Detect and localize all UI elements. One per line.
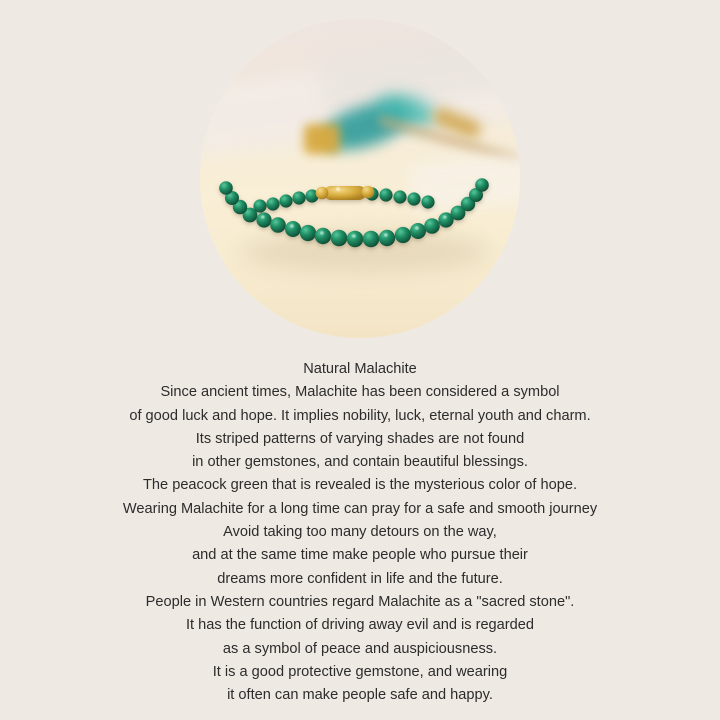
- description-line: Natural Malachite: [303, 361, 417, 377]
- description-line: Its striped patterns of varying shades are not found: [195, 430, 525, 447]
- description-line: Wearing Malachite for a long time can pray for a safe and smooth journey: [122, 500, 598, 517]
- description-line: It has the function of driving away evil and is regarded: [185, 617, 535, 634]
- description-line: as a symbol of peace and auspiciousness.: [222, 640, 498, 657]
- description-line: and at the same time make people who pursue their: [192, 547, 528, 564]
- malachite-bracelet-icon: [200, 18, 520, 338]
- description-line: Avoid taking too many detours on the way,: [223, 524, 497, 541]
- description-line: It is a good protective gemstone, and wearing: [212, 663, 508, 680]
- description-line: it often can make people safe and happy.: [227, 687, 493, 704]
- product-photo: [200, 18, 520, 338]
- description-line: in other gemstones, and contain beautiful blessings.: [192, 454, 528, 471]
- description-line: People in Western countries regard Malachite as a "sacred stone".: [145, 593, 575, 610]
- description-line: of good luck and hope. It implies nobility, luck, eternal youth and charm.: [129, 407, 591, 424]
- description-line: Since ancient times, Malachite has been considered a symbol: [160, 384, 560, 401]
- description-line: The peacock green that is revealed is the mysterious color of hope.: [143, 477, 577, 494]
- description-line: dreams more confident in life and the future.: [217, 570, 503, 587]
- product-description: [0, 358, 720, 707]
